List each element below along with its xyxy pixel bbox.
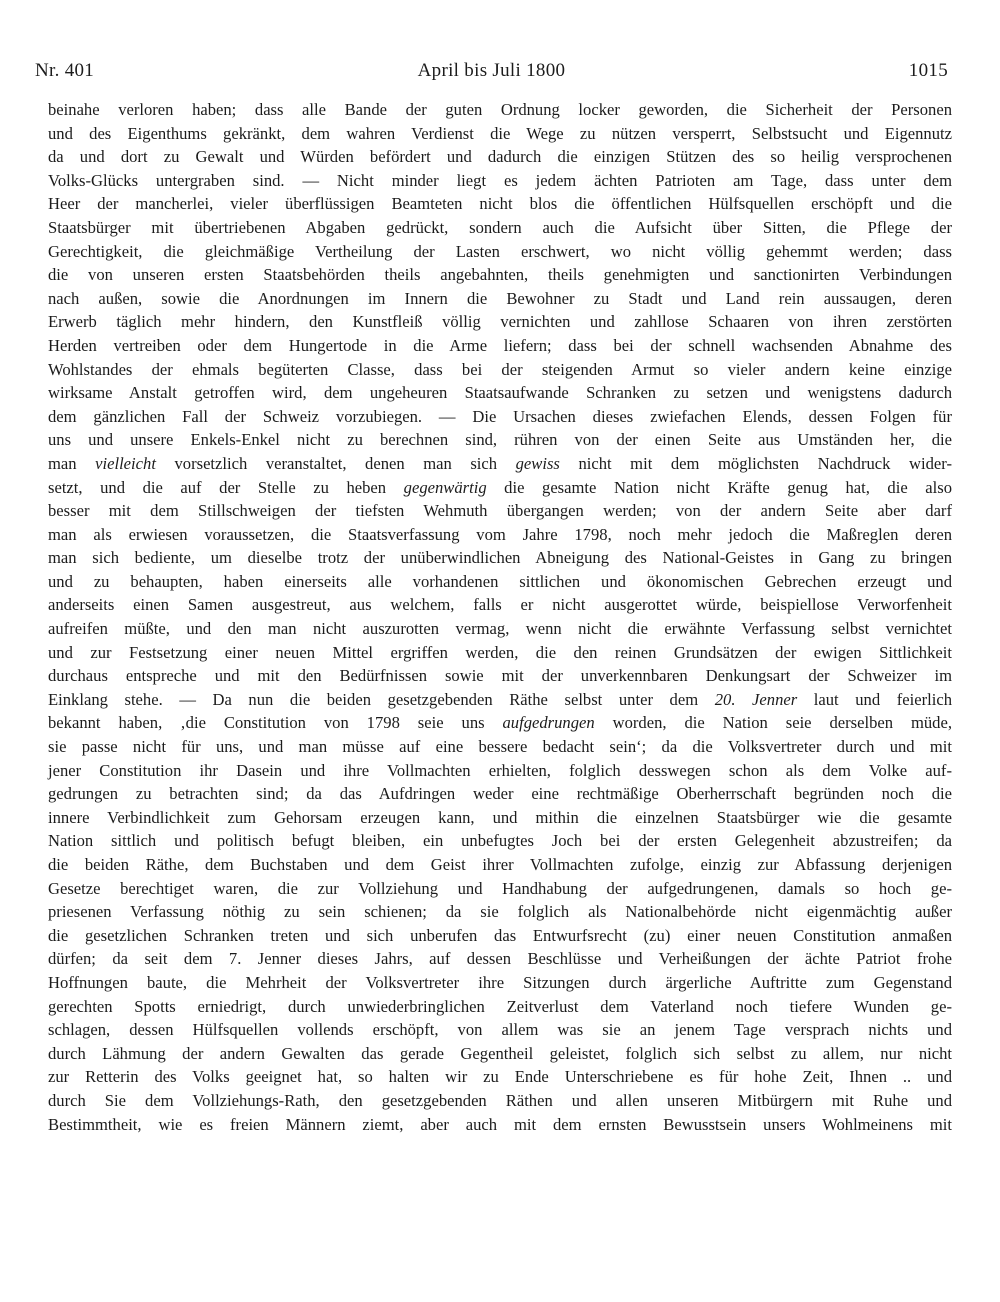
text-line: gedrungen zu betrachten sind; da das Aufdringen weder eine rechtmäßige Oberherrschaft begründen noch die xyxy=(48,784,952,804)
text-line: beinahe verloren haben; dass alle Bande der guten Ordnung locker geworden, die Sicherheit der Personen xyxy=(48,100,952,119)
text-line: man vielleicht vorsetzlich veranstaltet, denen man sich gewiss nicht mit dem möglichsten Nachdruck wider- xyxy=(48,453,952,473)
emphasized-text: vielleicht xyxy=(95,453,156,473)
text-line: innere Verbindlichkeit zum Gehorsam erzeugen kann, und mithin die einzelnen Staatsbürger wie die gesamte xyxy=(48,807,952,827)
text-line: setzt, und die auf der Stelle zu heben gegenwärtig die gesamte Nation nicht Kräfte genug hat, die also xyxy=(48,477,952,497)
text-line: Einklang stehe. — Da nun die beiden gesetzgebenden Räthe selbst unter dem 20. Jenner laut und feierlich xyxy=(48,689,953,709)
document-number: Nr. 401 xyxy=(35,60,95,81)
text-line: Nation sittlich und politisch befugt bleiben, ein unbefugtes Joch bei der ersten Gelegenheit abzustreifen; da xyxy=(48,831,952,851)
text-line: und des Eigenthums gekränkt, dem wahren Verdienst die Wege zu nützen versperrt, Selbstsucht und Eigennutz xyxy=(48,123,952,143)
text-line: sie passe nicht für uns, und man müsse auf eine bessere bedacht sein‘; da die Volksvertreter durch und mit xyxy=(48,737,952,757)
emphasized-text: 20. Jenner xyxy=(714,689,798,709)
text-line: da und dort zu Gewalt und Würden befördert und dadurch die einzigen Stützen des so heilig versprochenen xyxy=(48,147,952,167)
running-header xyxy=(35,60,948,90)
text-line: und zur Festsetzung einer neuen Mittel ergriffen werden, die den reinen Grundsätzen der ewigen Sittlichkeit xyxy=(48,642,952,662)
date-range-title: April bis Juli 1800 xyxy=(417,60,566,81)
text-line: Herden vertreiben oder dem Hungertode in die Arme liefern; dass bei der schnell wachsenden Abnahme des xyxy=(48,335,952,355)
text-line: schlagen, dessen Hülfsquellen vollends erschöpft, von allem was sie an jenem Tage versprach nichts und xyxy=(48,1020,952,1040)
text-line: Volks-Glücks untergraben sind. — Nicht minder liegt es jedem ächten Patrioten am Tage, dass unter dem xyxy=(48,170,952,190)
text-line: gerechten Spotts erniedrigt, durch unwiederbringlichen Zeitverlust dem Vaterland noch tiefere Wunden ge- xyxy=(48,996,952,1016)
text-line: die von unseren ersten Staatsbehörden theils angebahnten, theils genehmigten und sanctionirten Verbindungen xyxy=(48,265,952,285)
text-line: dürfen; da seit dem 7. Jenner dieses Jahrs, auf dessen Beschlüsse und Verheißungen der ächte Patriot frohe xyxy=(48,949,952,969)
text-line: Staatsbürger mit übertriebenen Abgaben gedrückt, sondern auch die Aufsicht über Sitten, die Pflege der xyxy=(48,217,952,237)
text-line: Gesetze berechtiget waren, die zur Vollziehung und Handhabung der aufgedrungenen, damals so hoch ge- xyxy=(48,878,952,898)
text-line: Heer der mancherlei, vieler überflüssigen Beamteten nicht blos die öffentlichen Hülfsquellen erschöpft und die xyxy=(48,194,952,214)
text-line: besser mit dem Stillschweigen der tiefsten Wehmuth übergangen werden; von der andern Seite aber darf xyxy=(48,501,952,521)
text-line: und zu behaupten, haben einerseits alle vorhandenen sittlichen und ökonomischen Gebrechen erzeugt und xyxy=(48,571,952,591)
text-line: man sich bediente, um dieselbe trotz der unüberwindlichen Abneigung des National-Geistes in Gang zu bringen xyxy=(48,548,952,568)
page-number: 1015 xyxy=(908,60,948,81)
text-line: jener Constitution ihr Dasein und ihre Vollmachten erhielten, folglich desswegen schon als dem Volke auf- xyxy=(48,760,952,780)
text-line: uns und unsere Enkels-Enkel nicht zu berechnen sind, rühren von der einen Seite aus Umständen her, die xyxy=(48,430,952,450)
text-line: die beiden Räthe, dem Buchstaben und dem Geist ihrer Vollmachten zufolge, einzig zur Abfassung derjenigen xyxy=(48,855,952,874)
emphasized-text: gewiss xyxy=(515,453,560,473)
text-line: Erwerb täglich mehr hindern, den Kunstfleiß völlig vernichten und zahllose Schaaren von ihren zerstörten xyxy=(48,312,952,332)
text-line: durchaus entspreche und mit den Bedürfnissen sowie mit der unverkennbaren Denkungsart der Schweizer im xyxy=(48,666,952,686)
text-line: Wohlstandes der ehmals begüterten Classe, dass bei der steigenden Armut so vieler andern keine einzige xyxy=(48,359,952,379)
text-line: priesenen Verfassung nöthig zu sein schienen; da sie folglich als Nationalbehörde nicht eigenmächtig außer xyxy=(48,902,952,922)
text-line: Bestimmtheit, wie es freien Männern ziemt, aber auch mit dem ernsten Bewusstsein unsers Wohlmeinens mit xyxy=(48,1114,952,1134)
body-text xyxy=(48,98,952,1136)
text-line: Gerechtigkeit, die gleichmäßige Vertheilung der Lasten erschwert, wo nicht völlig gehemmt werden; dass xyxy=(48,241,952,261)
text-line: dem gänzlichen Fall der Schweiz vorzubiegen. — Die Ursachen dieses zwiefachen Elends, dessen Folgen für xyxy=(48,406,952,426)
text-line: Hoffnungen baute, die Mehrheit der Volksvertreter ihre Sitzungen durch ärgerliche Auftritte zum Gegenstand xyxy=(48,972,952,992)
text-line: durch Lähmung der andern Gewalten das gerade Gegentheil geleistet, folglich sich selbst zu allem, nur nicht xyxy=(48,1043,952,1063)
text-line: anderseits einen Samen ausgestreut, aus welchem, falls er nicht ausgerottet würde, beispiellose Verworfenheit xyxy=(48,595,952,615)
text-line: aufreifen müßte, und den man nicht auszurotten vermag, wenn nicht die erwähnte Verfassung selbst vernichtet xyxy=(48,619,952,639)
text-line: zur Retterin des Volks geeignet hat, so halten wir zu Ende Unterschriebene es für hohe Zeit, Ihnen .. und xyxy=(48,1067,952,1087)
text-line: die gesetzlichen Schranken treten und sich unberufen das Entwurfsrecht (zu) einer neuen Constitution anmaßen xyxy=(48,925,952,945)
text-line: bekannt haben, ‚die Constitution von 1798 seie uns aufgedrungen worden, die Nation seie derselben müde, xyxy=(48,713,952,733)
text-line: man als erwiesen voraussetzen, die Staatsverfassung vom Jahre 1798, noch mehr jedoch die Maßreglen deren xyxy=(48,524,952,544)
text-line: durch Sie dem Vollziehungs-Rath, den gesetzgebenden Räthen und allen unseren Mitbürgern mit Ruhe und xyxy=(48,1090,952,1110)
emphasized-text: gegenwärtig xyxy=(403,477,487,497)
text-line: nach außen, sowie die Anordnungen im Innern die Bewohner zu Stadt und Land rein aussaugen, deren xyxy=(48,288,952,308)
text-line: wirksame Anstalt getroffen wird, dem ungeheuren Staatsaufwande Schranken zu setzen und wenigstens dadurch xyxy=(48,383,952,403)
emphasized-text: aufgedrungen xyxy=(502,713,595,733)
